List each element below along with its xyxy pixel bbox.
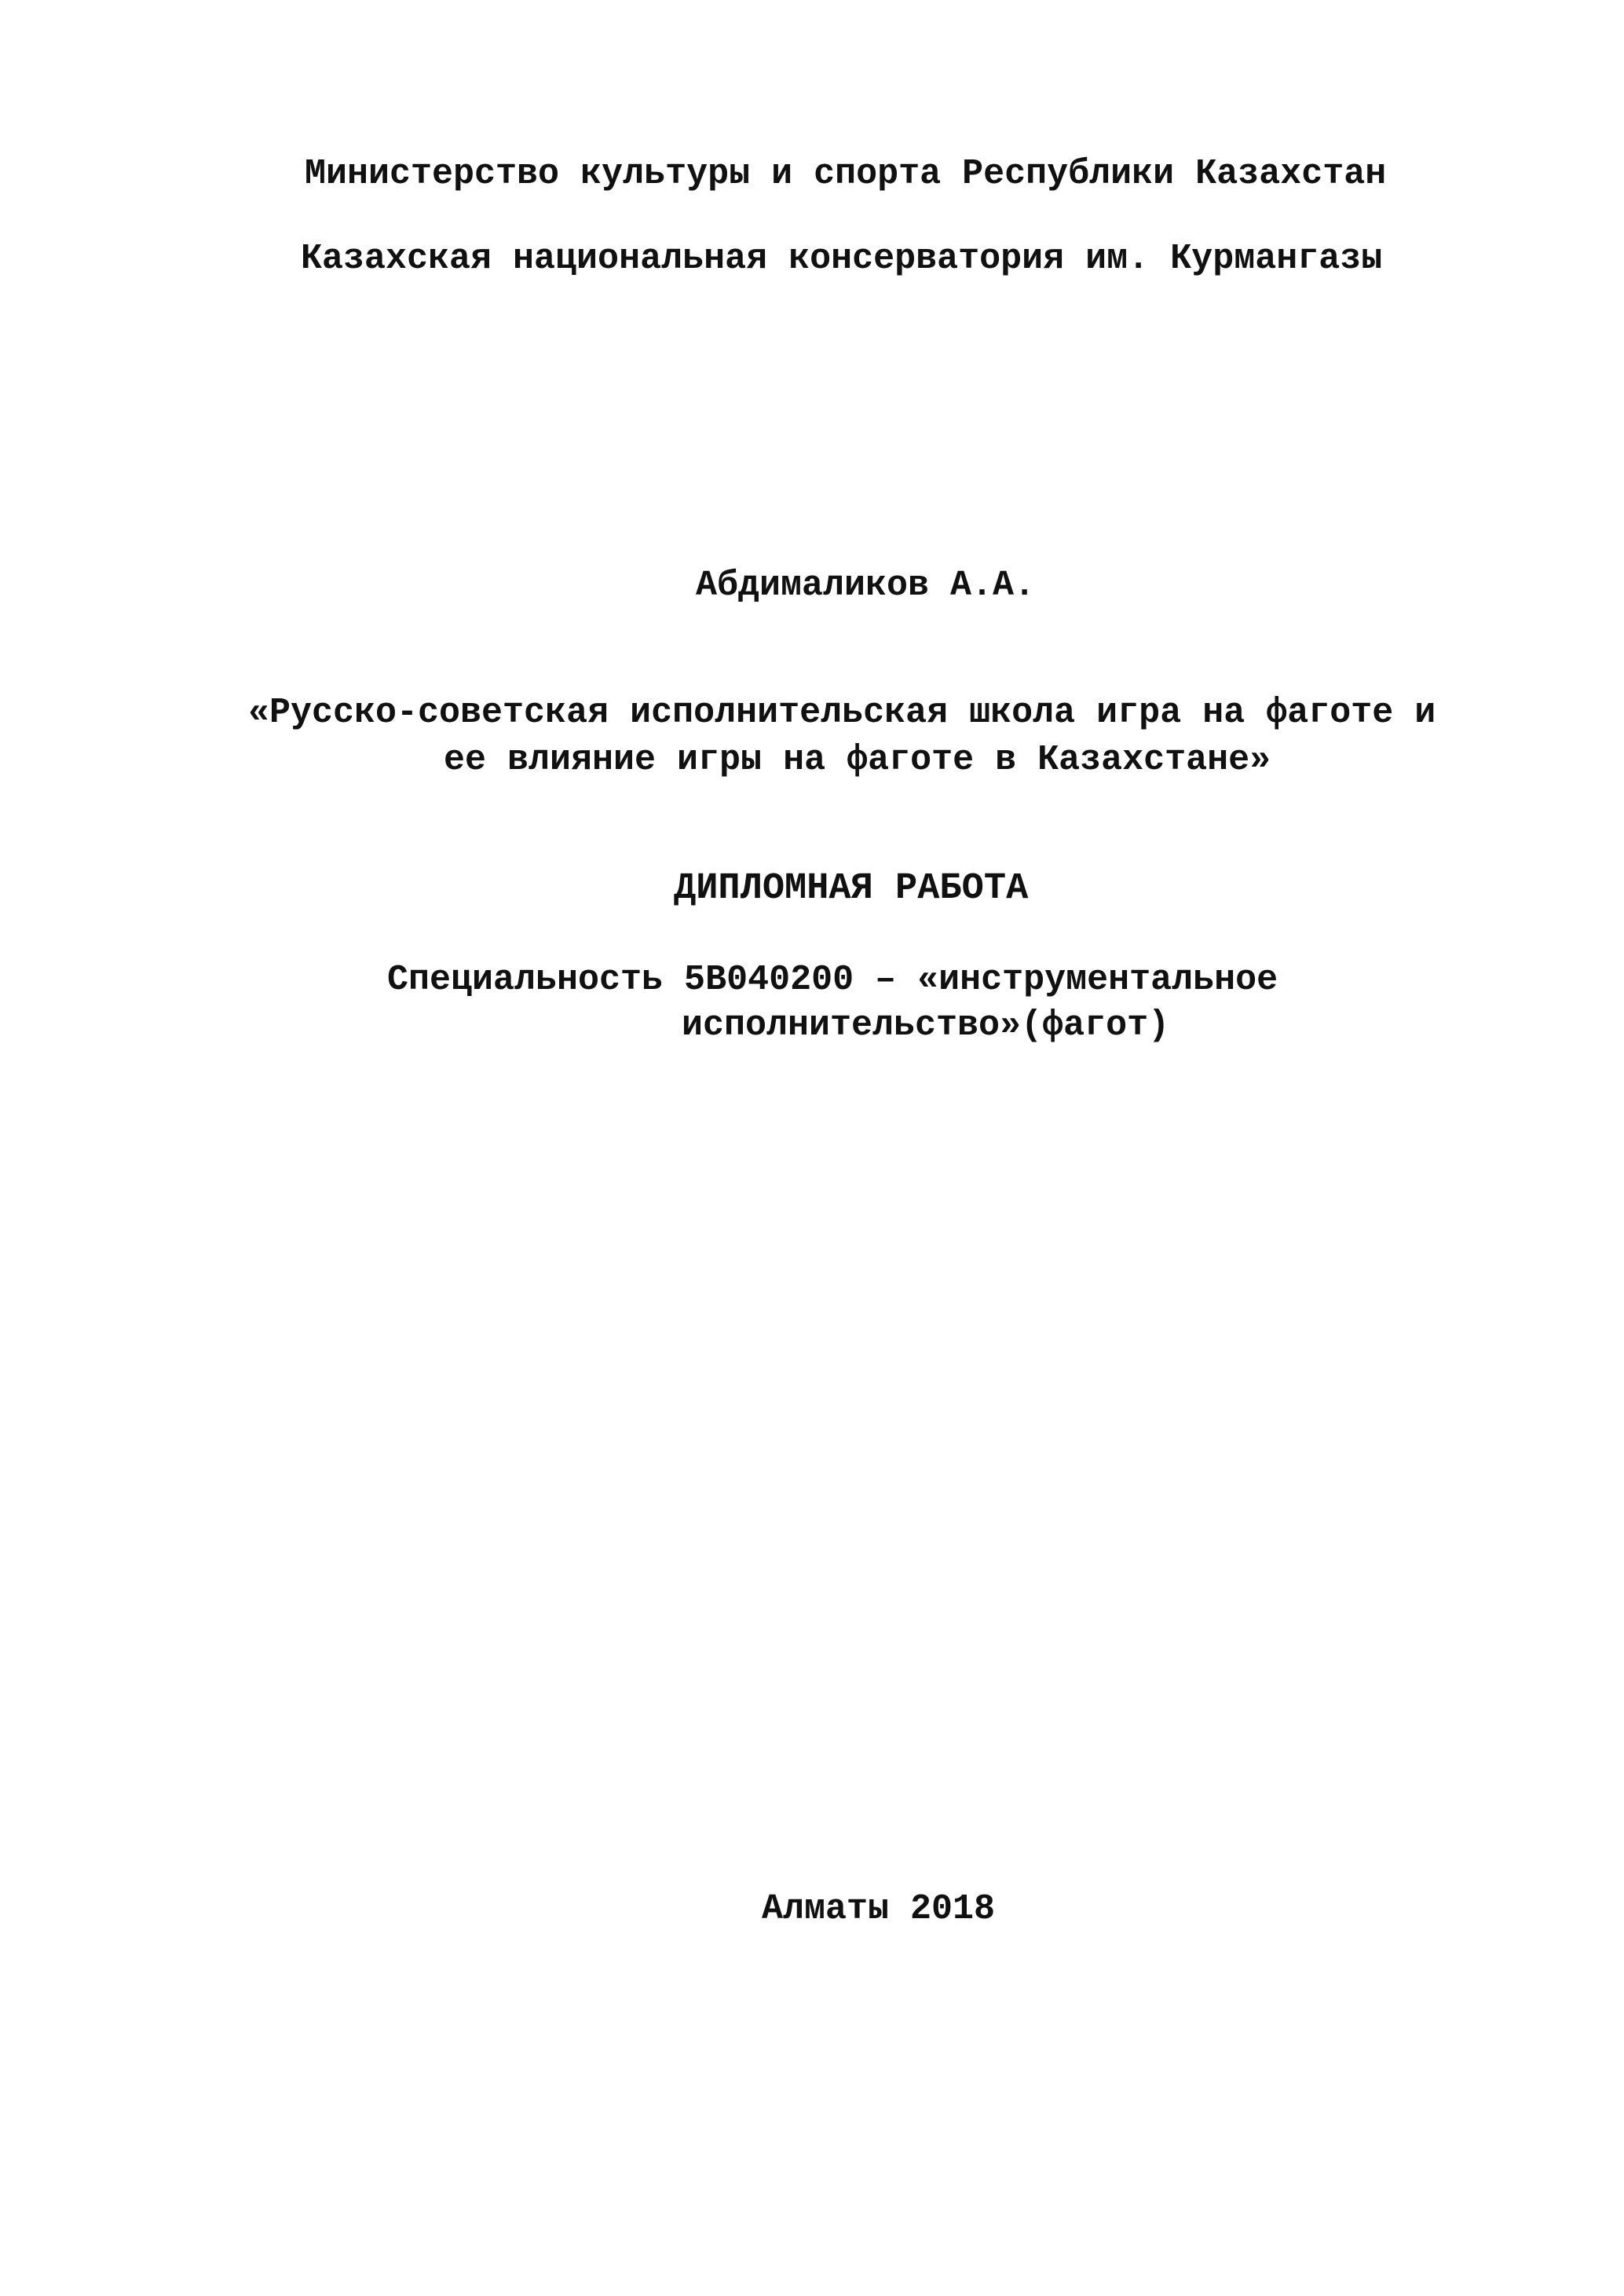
institution-name: Казахская национальная консерватория им. Курмангазы: [301, 239, 1383, 279]
document-type: ДИПЛОМНАЯ РАБОТА: [674, 868, 1029, 910]
ministry-name: Министерство культуры и спорта Республики Казахстан: [305, 154, 1387, 194]
specialty-line-1: Специальность 5В040200 – «инструментальное: [387, 960, 1278, 1000]
thesis-title-line-1: «Русско-советская исполнительская школа игра на фаготе и: [248, 693, 1436, 733]
city-year: Алматы 2018: [762, 1889, 996, 1929]
thesis-title-line-2: ее влияние игры на фаготе в Казахстане»: [444, 740, 1271, 780]
specialty-line-2: исполнительство»(фагот): [682, 1005, 1170, 1045]
author-name: Абдималиков А.А.: [696, 566, 1036, 606]
